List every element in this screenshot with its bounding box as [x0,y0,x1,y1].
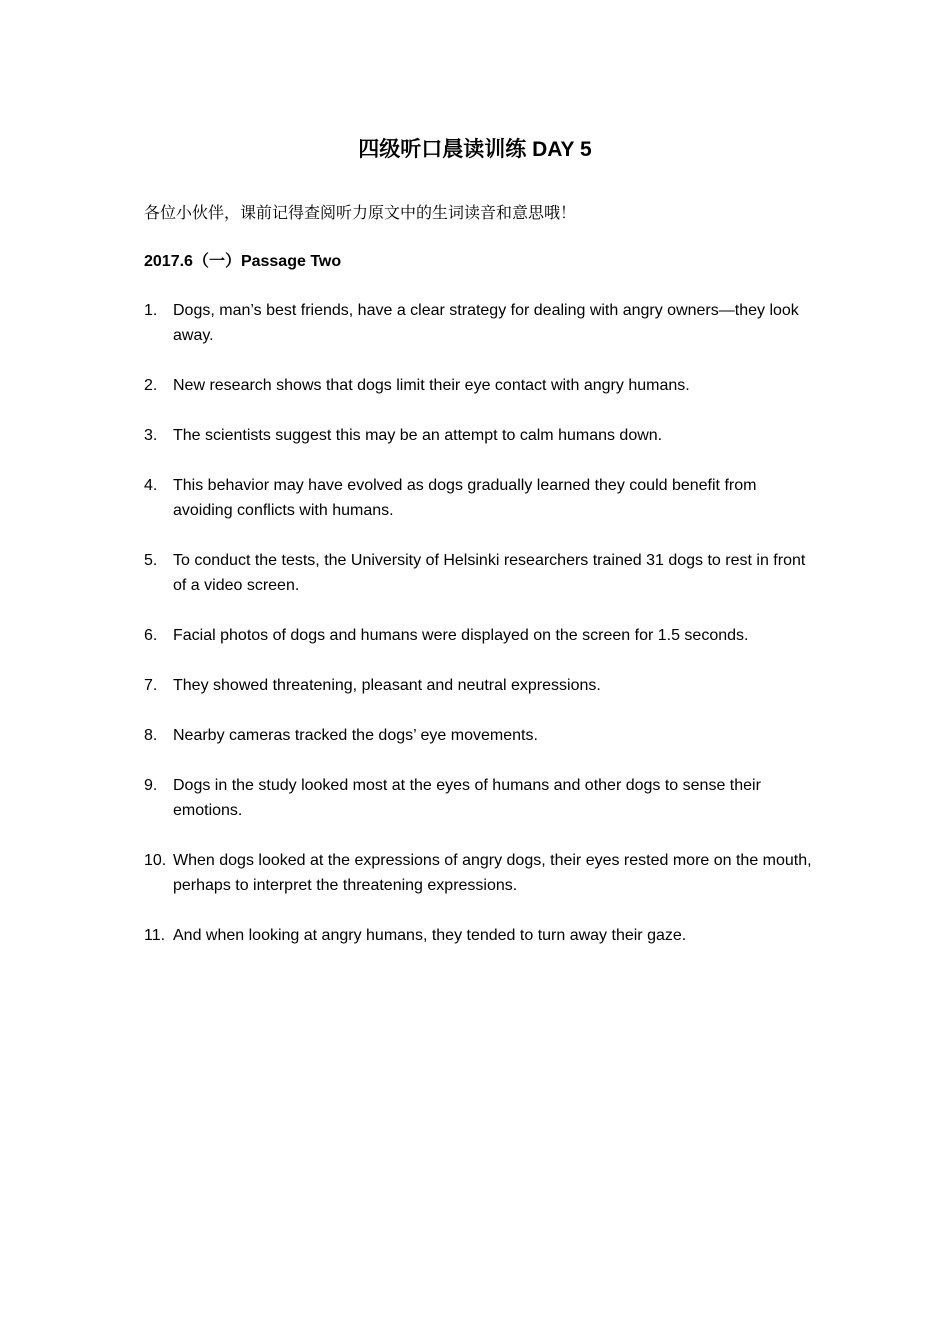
list-item [144,473,814,523]
item-number: 3. [144,427,158,444]
list-item [144,773,814,823]
section-heading: 2017.6（一）Passage Two [144,253,342,270]
item-text: The scientists suggest this may be an attempt to calm humans down. [173,427,663,444]
intro-note: 各位小伙伴，课前记得查阅听力原文中的生词读音和意思哦！ [144,203,577,222]
item-number: 7. [144,677,158,694]
sentence-list [144,298,814,973]
list-item [144,548,814,598]
item-text: This behavior may have evolved as dogs gradually learned they could benefit from avoiding conflicts with humans. [173,477,757,519]
item-number: 4. [144,477,158,494]
item-text: When dogs looked at the expressions of angry dogs, their eyes rested more on the mouth, perhaps to interpret the threatening expressions. [173,852,812,894]
list-item [144,623,814,648]
list-item [144,423,814,448]
item-text: Facial photos of dogs and humans were displayed on the screen for 1.5 seconds. [173,627,749,644]
list-item [144,673,814,698]
list-item [144,373,814,398]
item-number: 9. [144,777,158,794]
item-number: 8. [144,727,158,744]
list-item [144,923,814,948]
item-text: Dogs, man’s best friends, have a clear strategy for dealing with angry owners—they look away. [173,302,799,344]
item-text: They showed threatening, pleasant and neutral expressions. [173,677,601,694]
item-number: 11. [144,927,166,944]
item-number: 6. [144,627,158,644]
item-text: New research shows that dogs limit their eye contact with angry humans. [173,377,690,394]
item-number: 5. [144,552,158,569]
item-text: Dogs in the study looked most at the eyes of humans and other dogs to sense their emotions. [173,777,761,819]
item-text: And when looking at angry humans, they tended to turn away their gaze. [173,927,687,944]
item-number: 10. [144,852,167,869]
page-title: 四级听口晨读训练 DAY 5 [358,138,592,161]
list-item [144,298,814,348]
list-item [144,848,814,898]
item-number: 1. [144,302,158,319]
list-item [144,723,814,748]
item-text: Nearby cameras tracked the dogs’ eye movements. [173,727,538,744]
item-number: 2. [144,377,158,394]
item-text: To conduct the tests, the University of Helsinki researchers trained 31 dogs to rest in front of a video screen. [173,552,806,594]
